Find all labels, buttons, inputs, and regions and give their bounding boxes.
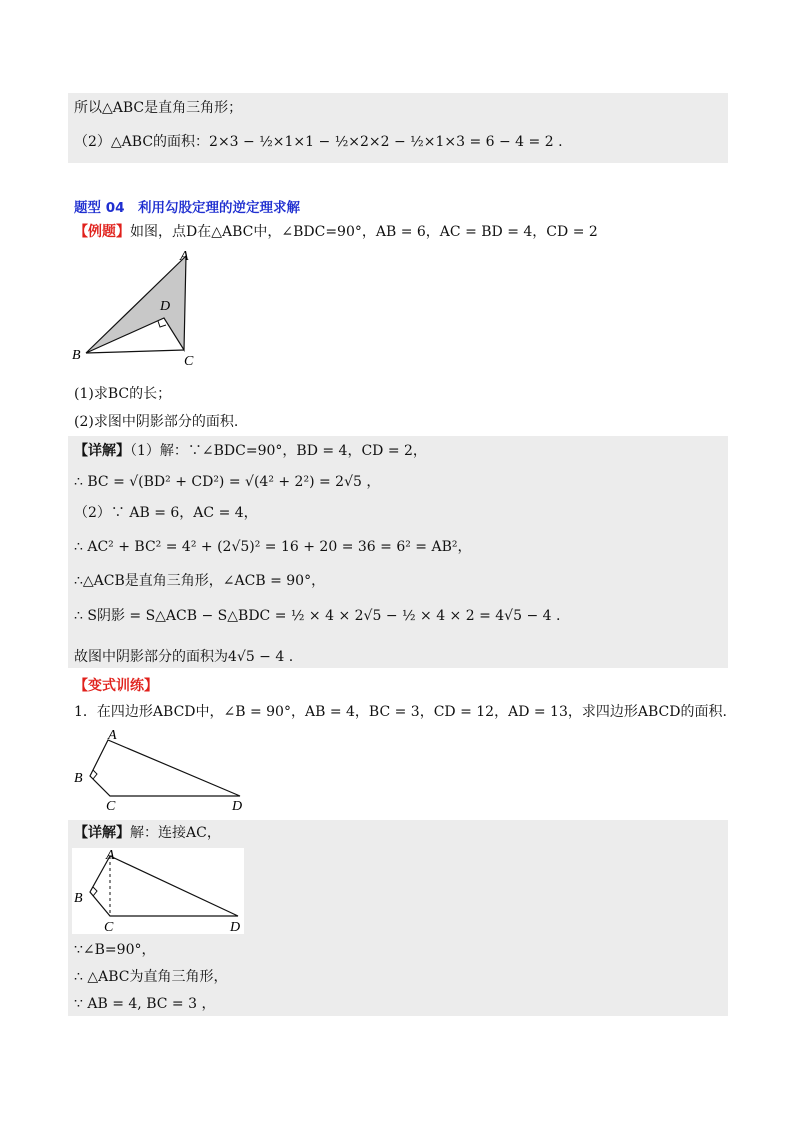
label-b: B [74,771,83,786]
solution2-tag: 【详解】 [74,825,130,841]
label-a: A [180,249,189,264]
solution2-text-1: 解：连接AC， [130,825,221,841]
quadrilateral-abcd [90,740,240,796]
solution-tag: 【详解】 [74,443,130,459]
solution-line-4: ∴ AC² + BC² = 4² + (2√5)² = 16 + 20 = 36 = 6² = AB²， [74,539,472,555]
quadrilateral-abcd [90,856,238,916]
label-c: C [106,799,116,814]
solution-line-3: （2）∵ AB = 6，AC = 4， [74,505,258,521]
section-title: 题型 04 利用勾股定理的逆定理求解 [74,200,300,216]
label-c: C [104,920,114,934]
example-tag: 【例题】 [74,224,130,240]
segment-bc [86,350,184,353]
solution2-line-3: ∴ △ABC为直角三角形， [74,969,228,985]
solution2-line-2: ∵∠B=90°， [74,942,156,958]
solution-line-7: 故图中阴影部分的面积为4√5 − 4 . [74,649,294,665]
example-stem [74,222,598,242]
example-text: 如图，点D在△ABC中，∠BDC=90°，AB = 6，AC = BD = 4，CD = 2 [130,224,598,240]
solution-text-1: （1）解：∵∠BDC=90°，BD = 4，CD = 2， [130,443,427,459]
right-angle-mark [158,321,166,327]
label-a: A [106,848,115,863]
label-a: A [108,728,117,743]
label-c: C [184,354,194,369]
solution2-line-4: ∵ AB = 4, BC = 3 ， [74,996,216,1012]
quadrilateral-figure [68,726,258,816]
solution-line-6: ∴ S阴影 = S△ACB − S△BDC = ½ × 4 × 2√5 − ½ × 4 × 2 = 4√5 − 4 . [74,608,561,624]
solution2-line-1 [74,823,221,843]
label-b: B [72,348,81,363]
label-b: B [74,891,83,906]
answer-line-1: 所以△ABC是直角三角形； [74,100,243,116]
question-2: (2)求图中阴影部分的面积. [74,414,239,430]
label-d: D [160,299,171,314]
solution-line-2: ∴ BC = √(BD² + CD²) = √(4² + 2²) = 2√5 ， [74,474,381,490]
triangle-figure [68,246,208,370]
shaded-region [86,256,186,353]
label-d: D [232,799,243,814]
right-angle-mark [93,770,97,779]
solution-line-5: ∴△ACB是直角三角形，∠ACB = 90°， [74,573,326,589]
label-d: D [230,920,241,934]
quadrilateral-figure-2 [72,848,244,934]
answer-line-2: （2）△ABC的面积：2×3 − ½×1×1 − ½×2×2 − ½×1×3 = 6 − 4 = 2 . [74,134,563,150]
practice-tag: 【变式训练】 [74,678,158,694]
right-angle-mark [93,887,97,896]
question-1: (1)求BC的长； [74,386,172,402]
solution-line-1 [74,441,427,461]
practice-question: 1．在四边形ABCD中，∠B = 90°，AB = 4，BC = 3，CD = 12，AD = 13，求四边形ABCD的面积. [74,704,727,720]
